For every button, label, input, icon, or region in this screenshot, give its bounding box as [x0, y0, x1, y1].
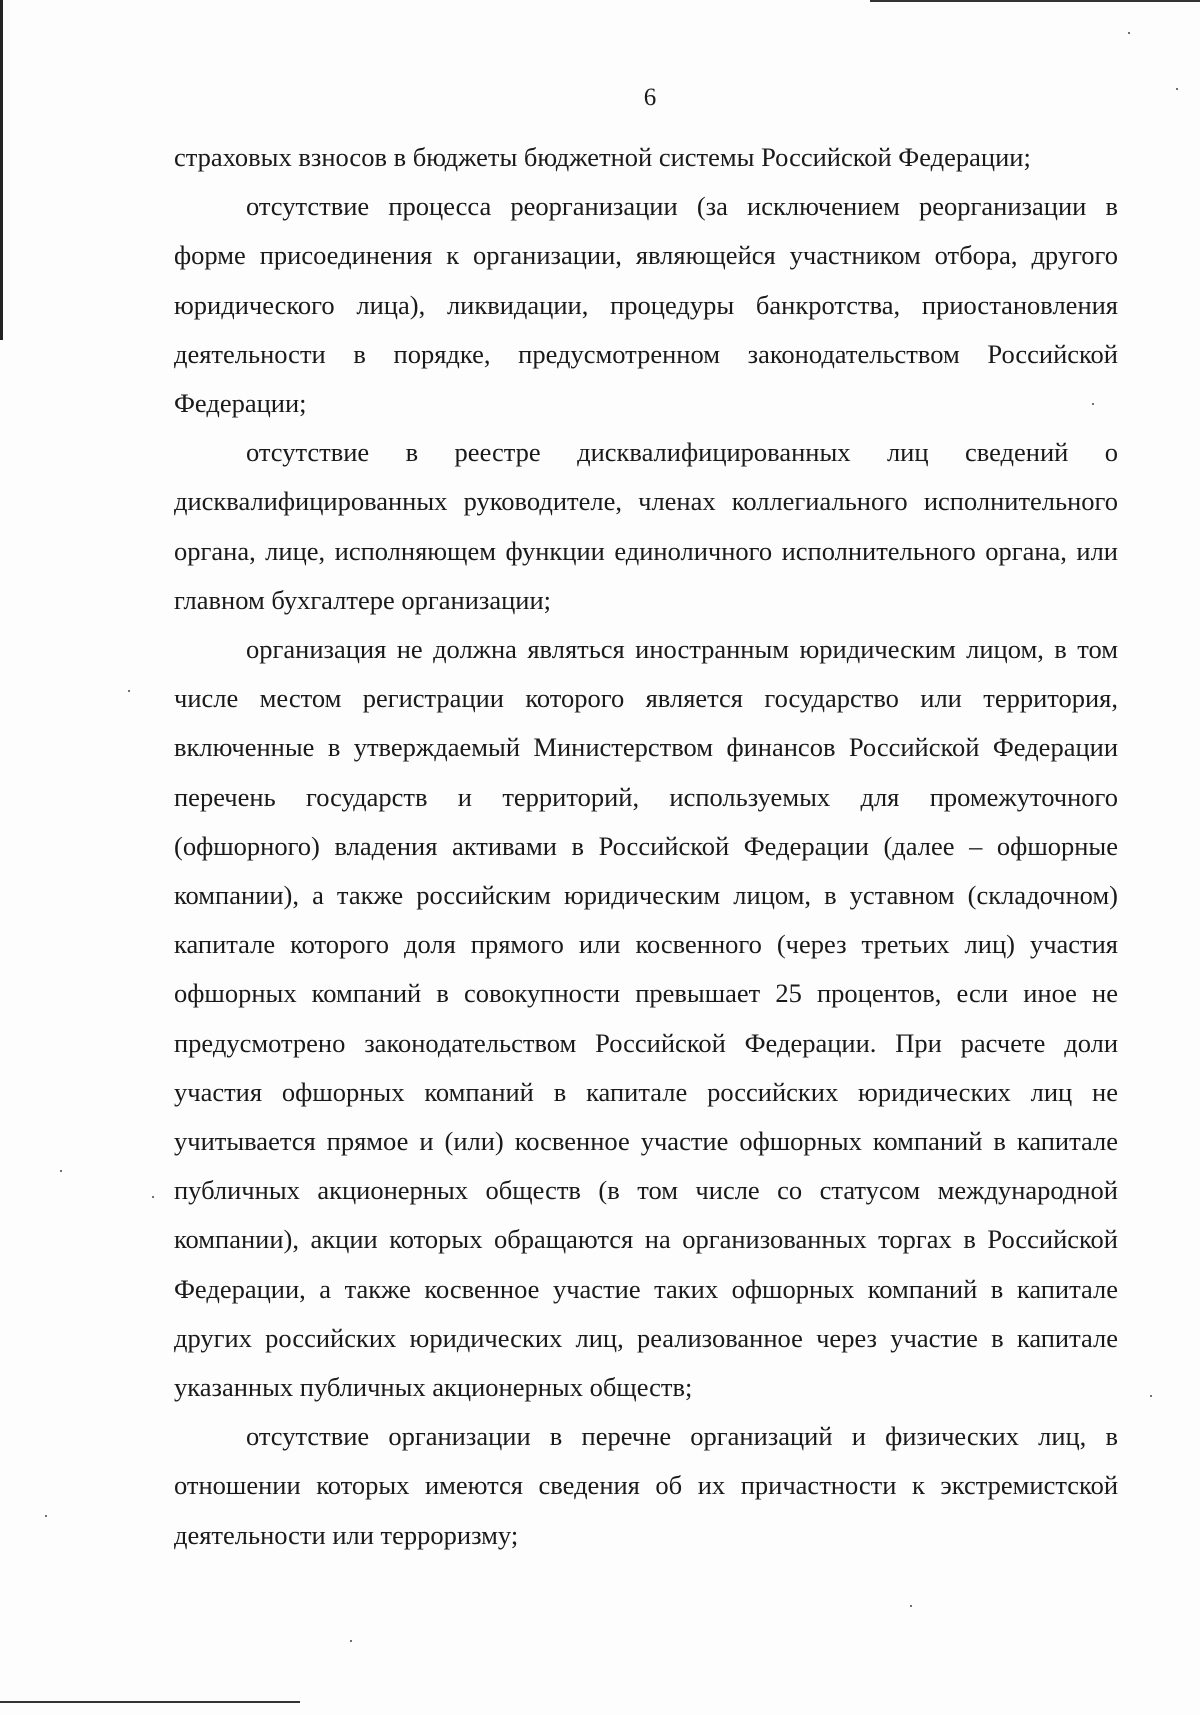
scan-speck: [128, 690, 130, 692]
paragraph: страховых взносов в бюджеты бюджетной системы Российской Федерации;: [174, 142, 1031, 172]
paragraph: отсутствие в реестре дисквалифицированных лиц сведений о дисквалифицированных руководителе, членах коллегиального исполнительного органа, лице, исполняющем функции единоличного исполнительного органа, или главном бухгалтере организации;: [174, 437, 1118, 615]
scan-speck: [910, 1605, 912, 1607]
scan-speck: [350, 1640, 352, 1642]
paragraph: организация не должна являться иностранным юридическим лицом, в том числе местом регистрации которого является государство или территория, включенные в утверждаемый Министерством финансов Российской Федерации перечень государств и территорий, используемых для промежуточного (офшорного) владения активами в Российской Федерации (далее – офшорные компании), а также российским юридическим лицом, в уставном (складочном) капитале которого доля прямого или косвенного (через третьих лиц) участия офшорных компаний в совокупности превышает 25 процентов, если иное не предусмотрено законодательством Российской Федерации. При расчете доли участия офшорных компаний в капитале российских юридических лиц не учитывается прямое и (или) косвенное участие офшорных компаний в капитале публичных акционерных обществ (в том числе со статусом международной компании), акции которых обращаются на организованных торгах в Российской Федерации, а также косвенное участие таких офшорных компаний в капитале других российских юридических лиц, реализованное через участие в капитале указанных публичных акционерных обществ;: [174, 634, 1118, 1403]
scan-bottom-line-artifact: [0, 1701, 300, 1703]
scan-speck: [1150, 1395, 1152, 1397]
scan-speck: [60, 1170, 62, 1172]
paragraph: отсутствие организации в перечне организаций и физических лиц, в отношении которых имеются сведения об их причастности к экстремистской деятельности или терроризму;: [174, 1421, 1118, 1550]
scan-speck: [1128, 32, 1130, 34]
scan-top-line-artifact: [870, 0, 1200, 2]
scan-speck: [45, 1515, 47, 1517]
scan-speck: [152, 1196, 154, 1198]
paragraph: отсутствие процесса реорганизации (за исключением реорганизации в форме присоединения к организации, являющейся участником отбора, другого юридического лица), ликвидации, процедуры банкротства, приостановления деятельности в порядке, предусмотренном законодательством Российской Федерации;: [174, 191, 1118, 419]
scan-edge-artifact: [0, 0, 3, 340]
document-body: [174, 133, 1118, 1560]
page-number: 6: [643, 84, 657, 111]
